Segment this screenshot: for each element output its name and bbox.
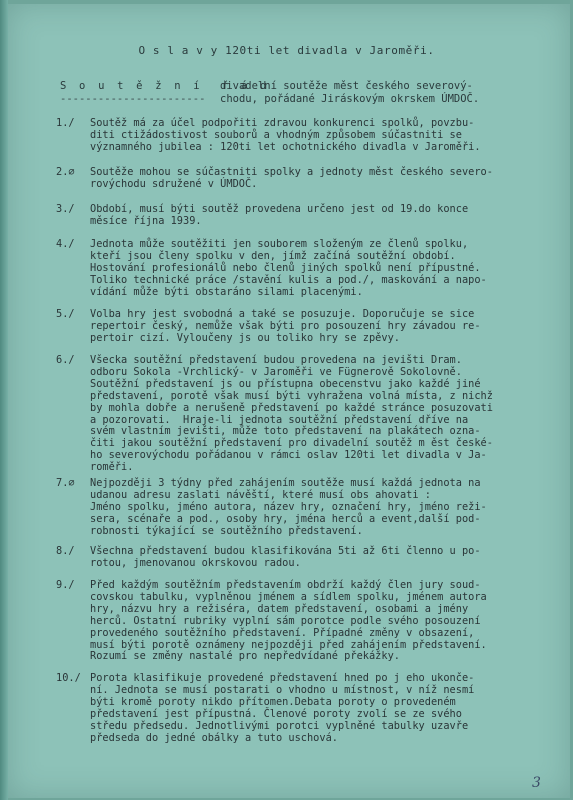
section-10 xyxy=(56,673,561,744)
section-line: Rozumí se změny nastalé pro nepředvídané překážky. xyxy=(90,650,400,663)
rules-heading-line2: chodu, pořádané Jiráskovým okrskem ÚMDOČ. xyxy=(220,93,480,105)
section-line: odboru Sokola -Vrchlický- v Jaroměři ve Fügnerově Sokolovně. xyxy=(90,365,462,378)
section-line: středu předsedu. Jednotlivými porotci vyplněné tabulky uzavře xyxy=(90,719,469,732)
section-line: Všechna představení budou klasifikována 5ti až 6ti členno u po- xyxy=(90,545,481,557)
section-4 xyxy=(56,239,561,299)
section-line: vídání může býti obstaráno silami placenými. xyxy=(90,285,363,298)
section-line: repertoir český, nemůže však býti pro posouzení hry závadou re- xyxy=(90,319,481,332)
section-number: 6./ xyxy=(56,354,75,366)
section-number: 3./ xyxy=(56,203,75,215)
section-line: Období, musí býti soutěž provedena určeno jest od 19.do konce xyxy=(90,203,469,215)
rules-heading-underline: ----------------------- xyxy=(60,93,206,105)
rules-heading xyxy=(60,80,560,106)
section-line: robnosti týkající se soutěžního představení. xyxy=(90,524,363,537)
section-line: musí býti porotě oznámeny nejpozději před zahájením představení. xyxy=(90,638,487,651)
section-5 xyxy=(56,309,561,345)
section-line: kteří jsou členy spolku v den, jímž začíná soutěžní období. xyxy=(90,249,456,262)
handwritten-page-number: 3 xyxy=(532,775,541,791)
section-line: a pozorovati. Hraje-li jednota soutěžní představení dříve na xyxy=(90,413,469,426)
section-9 xyxy=(56,580,561,663)
section-8 xyxy=(56,546,561,570)
section-line: pertoir cizí. Vyloučeny js ou toliko hry se zpěvy. xyxy=(90,331,400,344)
section-line: Jednota může soutěžiti jen souborem složeným ze členů spolku, xyxy=(90,238,469,250)
section-number: 10./ xyxy=(56,672,81,684)
section-line: býti kromě poroty nikdo přítomen.Debata poroty o provedeném xyxy=(90,695,456,708)
section-line: Před každým soutěžním představením obdrží každý člen jury soud- xyxy=(90,579,481,591)
section-line: ní. Jednota se musí postarati o vhodno u místnost, v níž nesmí xyxy=(90,683,475,696)
section-number: 8./ xyxy=(56,545,75,557)
section-1 xyxy=(56,118,561,154)
page-binding-edge xyxy=(0,0,8,800)
section-line: Soutěž má za účel podpořiti zdravou konkurenci spolků, povzbu- xyxy=(90,117,475,129)
section-line: diti ctižádostivost souborů a vhodným způsobem súčastniti se xyxy=(90,128,462,141)
section-number: 9./ xyxy=(56,579,75,591)
section-line: by mohla dobře a nerušeně představení po každé stránce posuzovati xyxy=(90,401,493,414)
section-line: Volba hry jest svobodná a také se posuzuje. Doporučuje se sice xyxy=(90,308,475,320)
section-line: významného jubilea : 120ti let ochotnického divadla v Jaroměři. xyxy=(90,140,481,153)
section-line: Všecka soutěžní představení budou provedena na jevišti Dram. xyxy=(90,354,462,366)
section-line: předseda do jedné obálky a tuto uschová. xyxy=(90,731,338,744)
section-line: Jméno spolku, jméno autora, název hry, označení hry, jméno reži- xyxy=(90,500,487,513)
rules-heading-line1: divadelní soutěže měst českého severový- xyxy=(220,80,473,92)
section-line: představení, porotě však musí býti vyhražena volná místa, z nichž xyxy=(90,389,493,402)
section-line: provedeného soutěžního představení. Případné změny v obsazení, xyxy=(90,626,475,639)
rules-heading-label: S o u t ě ž n í ř á d xyxy=(60,80,270,92)
section-number: 7.∅ xyxy=(56,477,75,489)
section-line: Hostování profesionálů nebo členů jiných spolků není přípustné. xyxy=(90,261,481,274)
section-line: měsíce října 1939. xyxy=(90,214,202,227)
section-line: rotou, jmenovanou okrskovou radou. xyxy=(90,556,301,569)
section-line: covskou tabulku, vyplněnou jménem a sídlem spolku, jménem autora xyxy=(90,590,487,603)
section-line: ho severovýchodu pořádanou v rámci oslav 120ti let divadla v Ja- xyxy=(90,449,487,462)
section-line: rovýchodu sdružené v ÚMDOČ. xyxy=(90,177,258,190)
section-line: čiti jakou soutěžní představení pro divadelní soutěž m ěst české- xyxy=(90,437,493,450)
section-line: sera, scénaře a pod., osoby hry, jména herců a event,další pod- xyxy=(90,512,481,525)
section-line: herců. Ostatní rubriky vyplní sám porotce podle svého posouzení xyxy=(90,614,481,627)
section-number: 4./ xyxy=(56,238,75,250)
section-line: Porota klasifikuje provedené představení hned po j eho ukonče- xyxy=(90,672,475,684)
document-title: O s l a v y 120ti let divadla v Jaroměři. xyxy=(138,44,435,57)
section-7 xyxy=(56,478,561,538)
section-line: roměři. xyxy=(90,461,134,474)
section-line: Soutěžní představení js ou přístupna obecenstvu jako každé jiné xyxy=(90,377,481,390)
section-line: Toliko technické práce /stavění kulis a pod./, maskování a napo- xyxy=(90,273,487,286)
section-2 xyxy=(56,167,561,191)
section-line: udanou adresu zaslati návěští, které musí obs ahovati : xyxy=(90,488,431,501)
section-line: svém vlastním jevišti, může toto představení na plakátech ozna- xyxy=(90,425,481,438)
section-line: Soutěže mohou se súčastniti spolky a jednoty měst českého severo- xyxy=(90,166,493,178)
section-3 xyxy=(56,204,561,228)
section-number: 5./ xyxy=(56,308,75,320)
section-number: 1./ xyxy=(56,117,75,129)
section-line: hry, názvu hry a režiséra, datem představení, osobami a jmény xyxy=(90,602,469,615)
section-6 xyxy=(56,355,561,474)
section-line: Nejpozději 3 týdny před zahájením soutěže musí každá jednota na xyxy=(90,477,481,489)
section-line: představení jest přípustná. Členové poroty zvolí se ze svého xyxy=(90,707,462,720)
section-number: 2.∅ xyxy=(56,166,75,178)
